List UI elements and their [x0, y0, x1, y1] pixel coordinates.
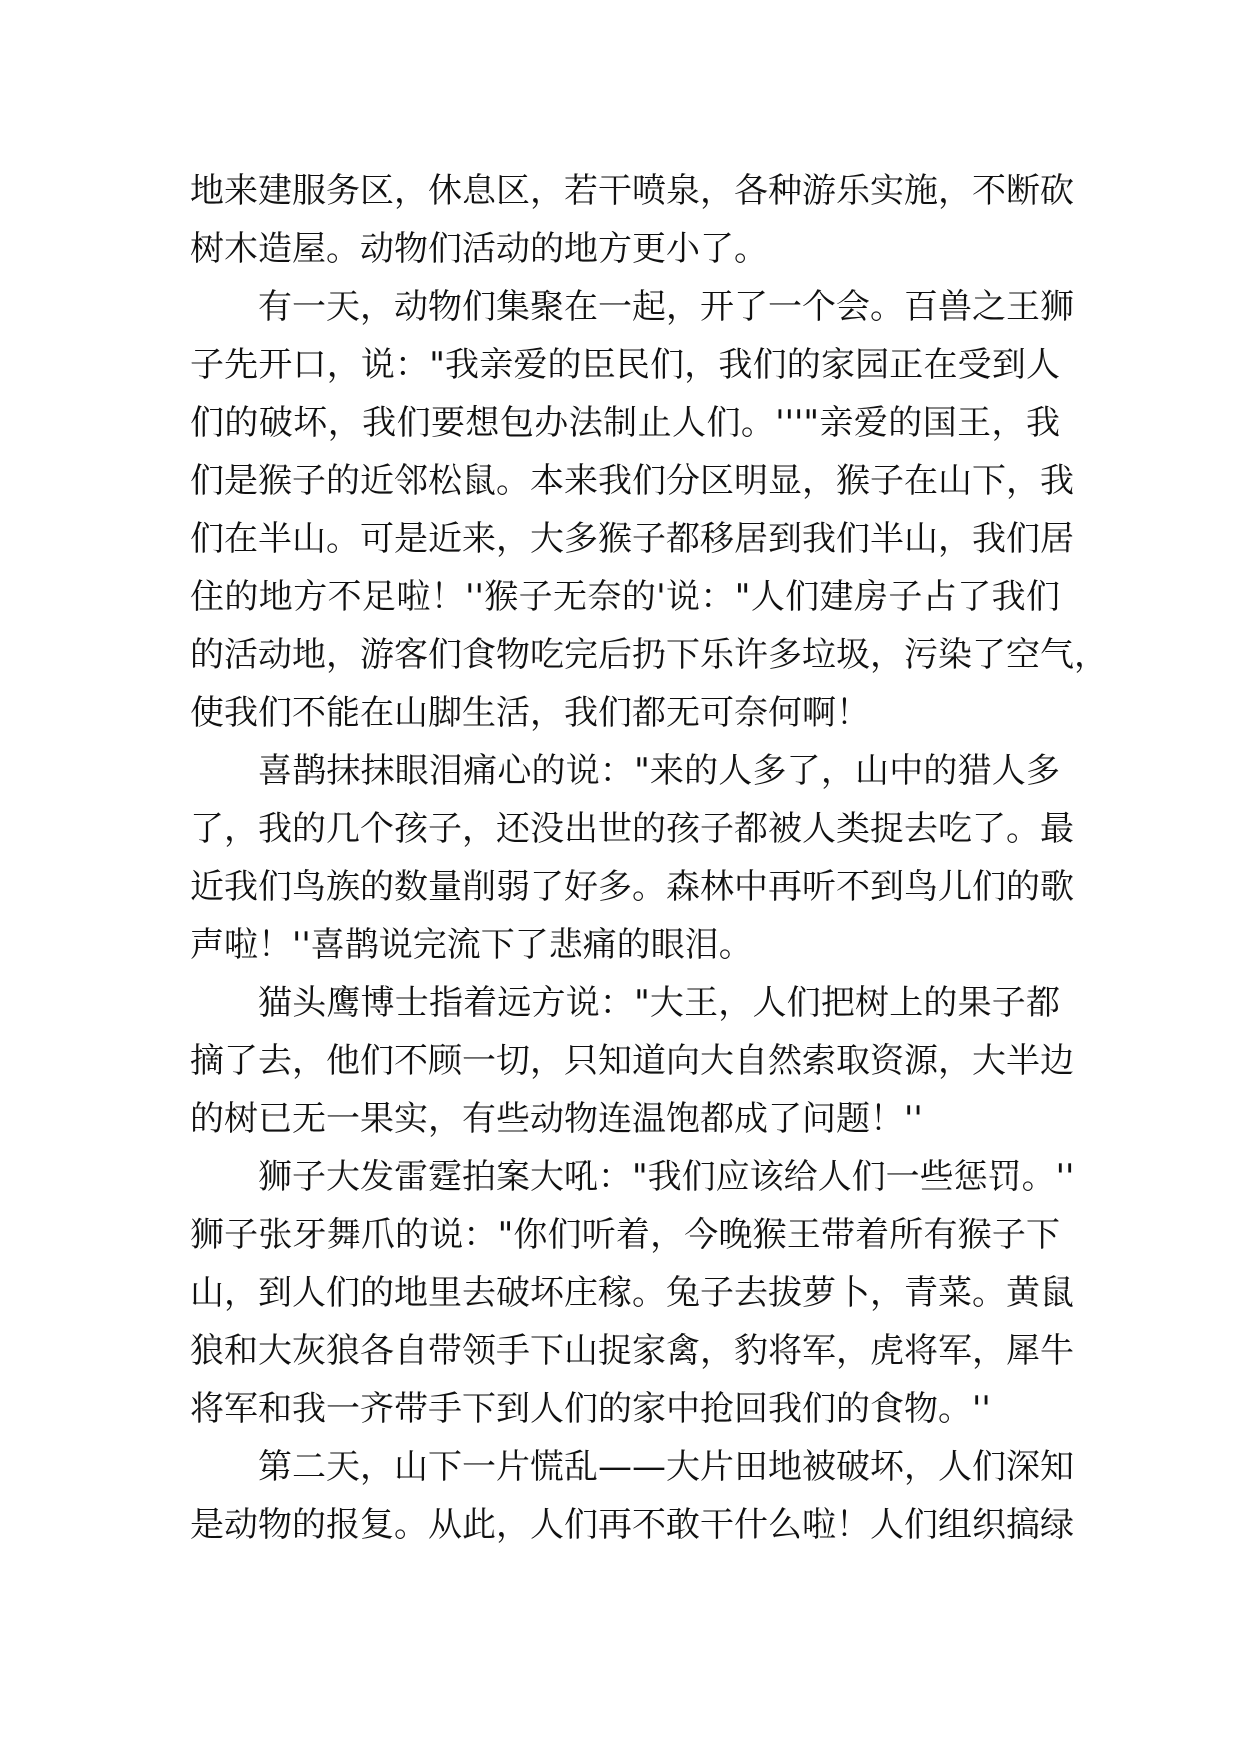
text-line: 摘了去，他们不顾一切，只知道向大自然索取资源，大半边: [190, 1041, 1074, 1081]
text-line: 们的破坏，我们要想包办法制止人们。'''"亲爱的国王，我: [190, 403, 1060, 443]
text-line: 山，到人们的地里去破坏庄稼。兔子去拔萝卜，青菜。黄鼠: [190, 1273, 1074, 1313]
paragraph-2: [190, 278, 1108, 742]
text-line: 们在半山。可是近来，大多猴子都移居到我们半山，我们居: [190, 519, 1074, 559]
text-line: 的树已无一果实，有些动物连温饱都成了问题！'': [190, 1099, 923, 1139]
paragraph-6: [190, 1438, 1074, 1554]
text-line: 地来建服务区，休息区，若干喷泉，各种游乐实施，不断砍: [190, 171, 1074, 211]
text-line: 喜鹊抹抹眼泪痛心的说："来的人多了，山中的猎人多: [258, 751, 1060, 791]
text-line: 住的地方不足啦！''猴子无奈的'说："人们建房子占了我们: [190, 577, 1060, 617]
text-line: 们是猴子的近邻松鼠。本来我们分区明显，猴子在山下，我: [190, 461, 1074, 501]
paragraph-1: [190, 162, 1074, 278]
paragraph-3: [190, 742, 1074, 974]
text-line: 猫头鹰博士指着远方说："大王，人们把树上的果子都: [258, 983, 1060, 1023]
paragraph-5: [190, 1148, 1075, 1438]
text-line: 子先开口，说："我亲爱的臣民们，我们的家园正在受到人: [190, 345, 1060, 385]
text-line: 声啦！''喜鹊说完流下了悲痛的眼泪。: [190, 925, 753, 965]
text-line: 狼和大灰狼各自带领手下山捉家禽，豹将军，虎将军，犀牛: [190, 1331, 1074, 1371]
text-line: 使我们不能在山脚生活，我们都无可奈何啊！: [190, 693, 870, 733]
text-line: 是动物的报复。从此，人们再不敢干什么啦！人们组织搞绿: [190, 1505, 1074, 1545]
text-line: 近我们鸟族的数量削弱了好多。森林中再听不到鸟儿们的歌: [190, 867, 1074, 907]
paragraph-4: [190, 974, 1074, 1148]
text-line: 第二天，山下一片慌乱——大片田地被破坏，人们深知: [258, 1447, 1074, 1487]
story-text: [190, 162, 1108, 1554]
text-line: 有一天，动物们集聚在一起，开了一个会。百兽之王狮: [258, 287, 1074, 327]
text-line: 狮子大发雷霆拍案大吼："我们应该给人们一些惩罚。'': [258, 1157, 1075, 1197]
text-line: 将军和我一齐带手下到人们的家中抢回我们的食物。'': [190, 1389, 991, 1429]
text-line: 了，我的几个孩子，还没出世的孩子都被人类捉去吃了。最: [190, 809, 1074, 849]
text-line: 的活动地，游客们食物吃完后扔下乐许多垃圾，污染了空气，: [190, 635, 1108, 675]
text-line: 狮子张牙舞爪的说："你们听着，今晚猴王带着所有猴子下: [190, 1215, 1060, 1255]
text-line: 树木造屋。动物们活动的地方更小了。: [190, 229, 768, 269]
